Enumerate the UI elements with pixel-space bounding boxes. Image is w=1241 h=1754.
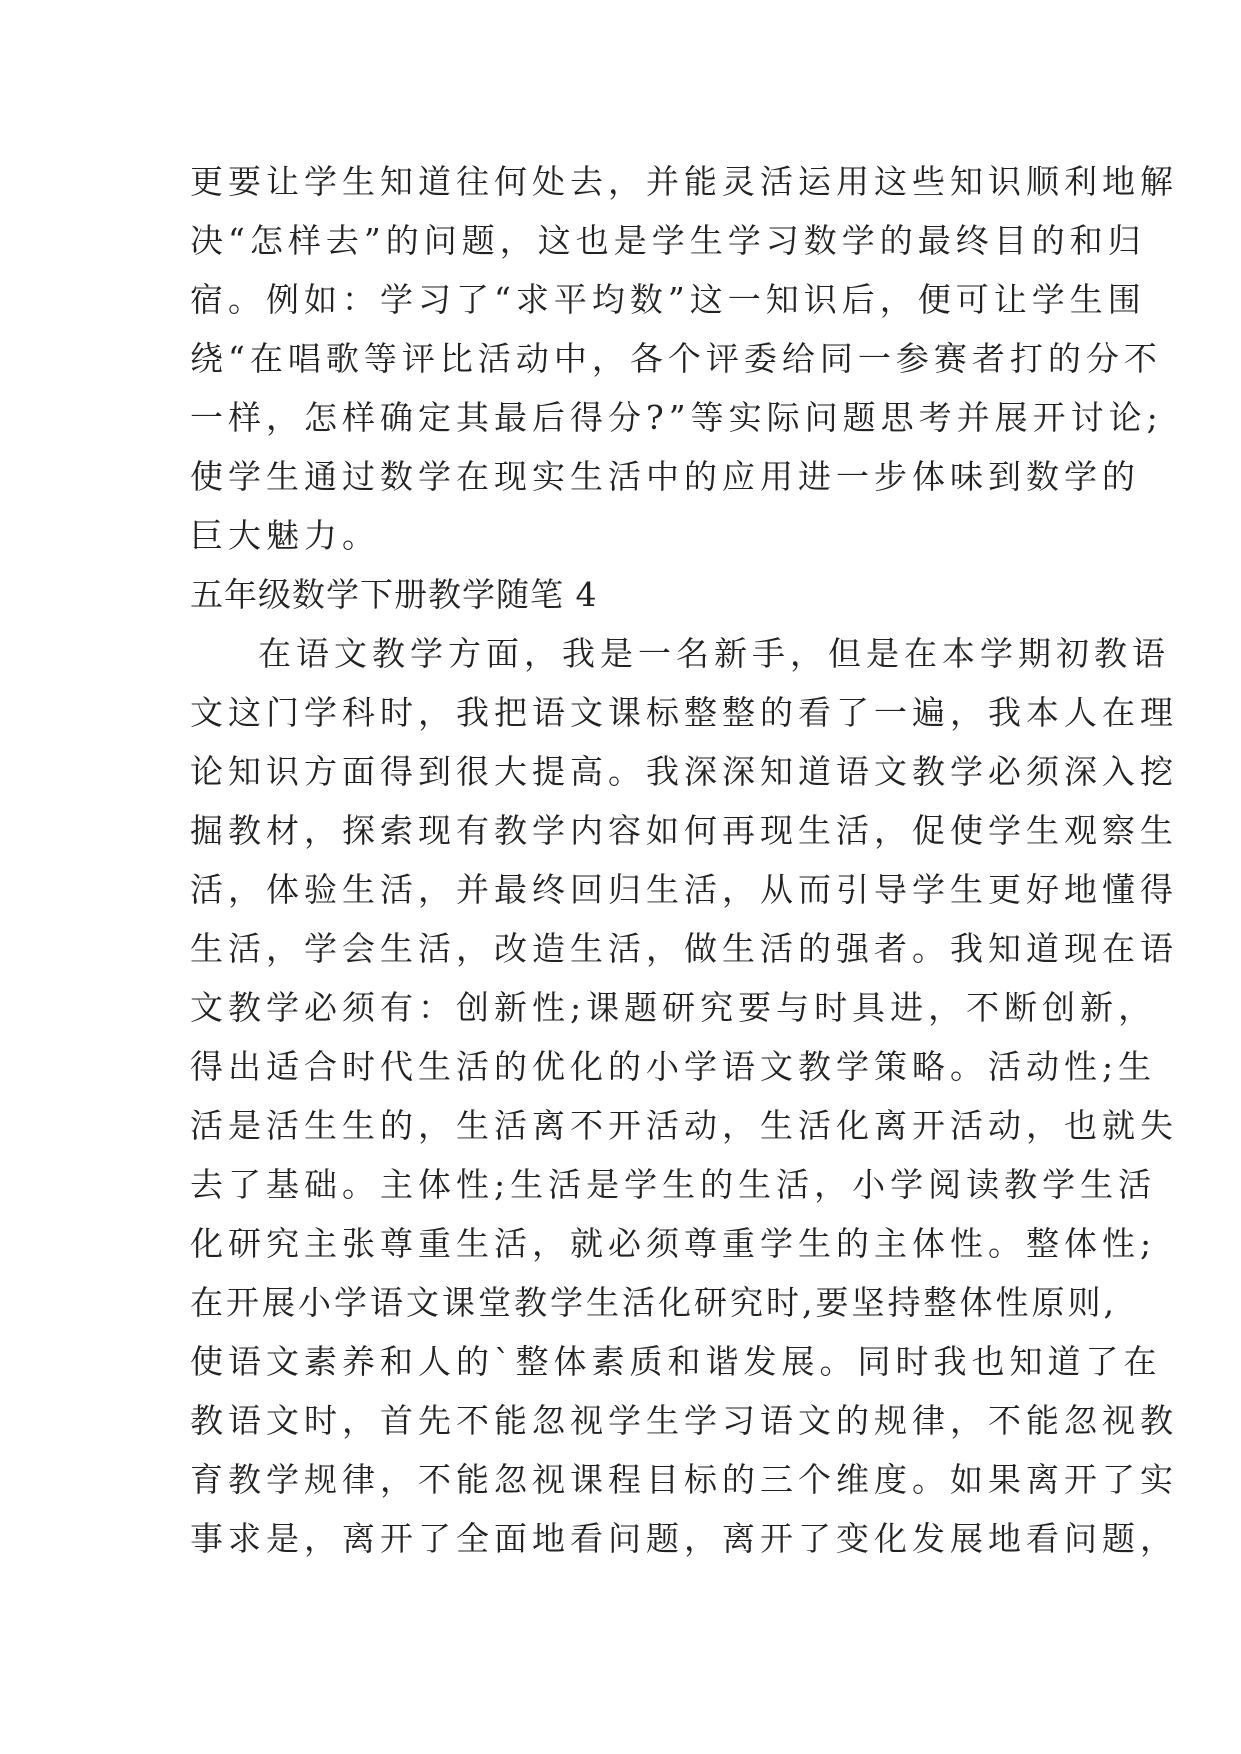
text-line: 事求是，离开了全面地看问题，离开了变化发展地看问题， bbox=[190, 1519, 1178, 1558]
text-line: 一样，怎样确定其最后得分?”等实际问题思考并展开讨论; bbox=[190, 398, 1163, 437]
text-line: 绕“在唱歌等评比活动中，各个评委给同一参赛者打的分不 bbox=[190, 339, 1162, 378]
text-line: 巨大魅力。 bbox=[190, 516, 380, 555]
text-line: 活，体验生活，并最终回归生活，从而引导学生更好地懂得 bbox=[190, 870, 1178, 909]
text-line: 化研究主张尊重生活，就必须尊重学生的主体性。整体性; bbox=[190, 1224, 1157, 1263]
text-line: 在开展小学语文课堂教学生活化研究时,要坚持整体性原则, bbox=[190, 1283, 1117, 1322]
text-line: 论知识方面得到很大提高。我深深知道语文教学必须深入挖 bbox=[190, 752, 1178, 791]
text-line: 文教学必须有：创新性;课题研究要与时具进，不断创新， bbox=[190, 988, 1157, 1027]
text-line: 生活，学会生活，改造生活，做生活的强者。我知道现在语 bbox=[190, 929, 1178, 968]
text-line: 得出适合时代生活的优化的小学语文教学策略。活动性;生 bbox=[190, 1047, 1157, 1086]
text-line: 宿。例如：学习了“求平均数”这一知识后，便可让学生围 bbox=[190, 280, 1146, 319]
text-line: 去了基础。主体性;生活是学生的生活，小学阅读教学生活 bbox=[190, 1165, 1157, 1204]
text-line: 活是活生生的，生活离不开活动，生活化离开活动，也就失 bbox=[190, 1106, 1178, 1145]
text-line: 在语文教学方面，我是一名新手，但是在本学期初教语 bbox=[258, 634, 1170, 673]
text-line: 使学生通过数学在现实生活中的应用进一步体味到数学的 bbox=[190, 457, 1140, 496]
text-line: 教语文时，首先不能忽视学生学习语文的规律，不能忽视教 bbox=[190, 1401, 1178, 1440]
text-line: 育教学规律，不能忽视课程目标的三个维度。如果离开了实 bbox=[190, 1460, 1178, 1499]
text-line: 使语文素养和人的`整体素质和谐发展。同时我也知道了在 bbox=[190, 1342, 1162, 1381]
text-line: 更要让学生知道往何处去，并能灵活运用这些知识顺利地解 bbox=[190, 162, 1178, 201]
text-line: 文这门学科时，我把语文课标整整的看了一遍，我本人在理 bbox=[190, 693, 1178, 732]
text-line: 决“怎样去”的问题，这也是学生学习数学的最终目的和归 bbox=[190, 221, 1146, 260]
section-heading: 五年级数学下册教学随笔 4 bbox=[190, 575, 598, 614]
text-line: 掘教材，探索现有教学内容如何再现生活，促使学生观察生 bbox=[190, 811, 1178, 850]
